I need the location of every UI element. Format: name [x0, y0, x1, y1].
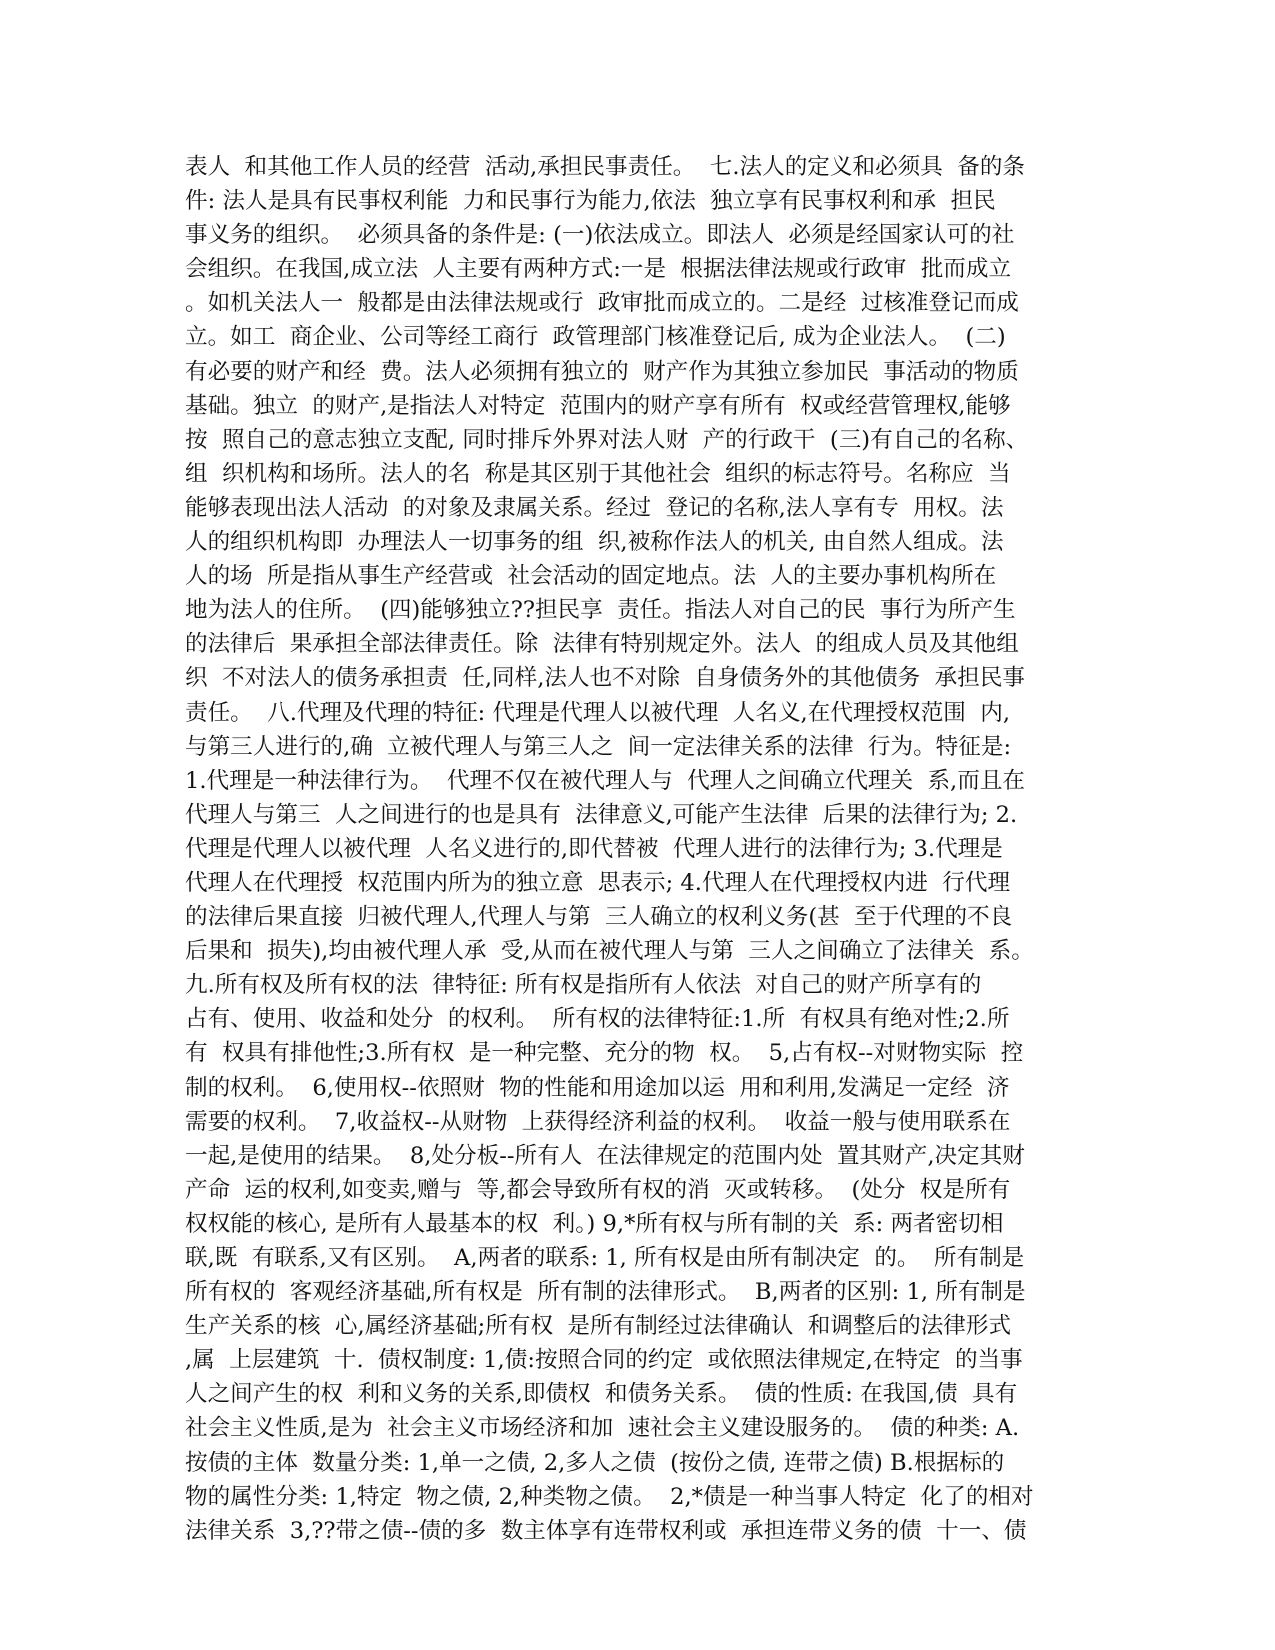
text-line: 表人 和其他工作人员的经营 活动,承担民事责任。 七.法人的定义和必须具 备的条 — [185, 154, 1026, 180]
text-line: ,属 上层建筑 十. 债权制度: 1,债:按照合同的约定 或依照法律规定,在特定 的当事 — [185, 1347, 1023, 1374]
text-line: 有 权具有排他性;3.所有权 是一种完整、充分的物 权。 5,占有权--对财物实际 控 — [185, 1040, 1024, 1067]
text-line: 物的属性分类: 1,特定 物之债, 2,种类物之债。 2,*债是一种当事人特定 化了的相对 — [185, 1483, 1034, 1510]
text-line: 产命 运的权利,如变卖,赠与 等,都会导致所有权的消 灭或转移。 (处分 权是所有 — [185, 1176, 1011, 1203]
text-line: 1.代理是一种法律行为。 代理不仅在被代理人与 代理人之间确立代理关 系,而且在 — [185, 767, 1026, 794]
text-line: 与第三人进行的,确 立被代理人与第三人之 间一定法律关系的法律 行为。特征是: — [185, 733, 1012, 760]
text-line: 人的场 所是指从事生产经营或 社会活动的固定地点。法 人的主要办事机构所在 — [185, 563, 997, 590]
text-line: 按 照自己的意志独立支配, 同时排斥外界对法人财 产的行政干 (三)有自己的名称、 — [185, 426, 1029, 453]
text-line: 基础。独立 的财产,是指法人对特定 范围内的财产享有所有 权或经营管理权,能够 — [185, 392, 1011, 419]
text-line: 所有权的 客观经济基础,所有权是 所有制的法律形式。 B,两者的区别: 1, 所有制是 — [185, 1279, 1026, 1306]
text-line: 代理人在代理授 权范围内所为的独立意 思表示; 4.代理人在代理授权内进 行代理 — [185, 869, 1011, 896]
text-line: 人的组织机构即 办理法人一切事务的组 织,被称作法人的机关, 由自然人组成。法 — [185, 529, 1004, 556]
text-line: 代理是代理人以被代理 人名义进行的,即代替被 代理人进行的法律行为; 3.代理是 — [185, 835, 1003, 862]
text-line: 能够表现出法人活动 的对象及隶属关系。经过 登记的名称,法人享有专 用权。法 — [185, 494, 1004, 521]
text-line: 占有、使用、收益和处分 的权利。 所有权的法律特征:1.所 有权具有绝对性;2.所 — [185, 1006, 1010, 1033]
text-line: 地为法人的住所。 (四)能够独立??担民享 责任。指法人对自己的民 事行为所产生 — [185, 597, 1016, 624]
text-line: 的法律后 果承担全部法律责任。除 法律有特别规定外。法人 的组成人员及其他组 — [185, 631, 1019, 658]
text-line: 代理人与第三 人之间进行的也是具有 法律意义,可能产生法律 后果的法律行为; 2. — [185, 801, 1018, 828]
text-line: 权权能的核心, 是所有人最基本的权 利。) 9,*所有权与所有制的关 系: 两者密切相 — [185, 1210, 1004, 1237]
body-text — [185, 150, 1090, 1548]
text-line: 法律关系 3,??带之债--债的多 数主体享有连带权利或 承担连带义务的债 十一、债 — [185, 1517, 1027, 1544]
text-line: 联,既 有联系,又有区别。 A,两者的联系: 1, 所有权是由所有制决定 的。 所有制是 — [185, 1245, 1025, 1271]
text-line: 的法律后果直接 归被代理人,代理人与第 三人确立的权利义务(甚 至于代理的不良 — [185, 904, 1013, 931]
text-line: 有必要的财产和经 费。法人必须拥有独立的 财产作为其独立参加民 事活动的物质 — [185, 358, 1019, 385]
text-line: 人之间产生的权 利和义务的关系,即债权 和债务关系。 债的性质: 在我国,债 具有 — [185, 1381, 1018, 1408]
text-line: 责任。 八.代理及代理的特征: 代理是代理人以被代理 人名义,在代理授权范围 内, — [185, 699, 1011, 726]
text-line: 九.所有权及所有权的法 律特征: 所有权是指所有人依法 对自己的财产所享有的 — [185, 972, 982, 999]
text-line: 。如机关法人一 般都是由法律法规或行 政审批而成立的。二是经 过核准登记而成 — [185, 290, 1019, 317]
text-line: 一起,是使用的结果。 8,处分板--所有人 在法律规定的范围内处 置其财产,决定其财 — [185, 1142, 1025, 1169]
text-line: 社会主义性质,是为 社会主义市场经济和加 速社会主义建设服务的。 债的种类: A. — [185, 1415, 1020, 1442]
text-line: 按债的主体 数量分类: 1,单一之债, 2,多人之债 (按份之债, 连带之债) B.根据标的 — [185, 1449, 1005, 1476]
text-line: 需要的权利。 7,收益权--从财物 上获得经济利益的权利。 收益一般与使用联系在 — [185, 1108, 1011, 1135]
text-line: 制的权利。 6,使用权--依照财 物的性能和用途加以运 用和利用,发满足一定经 济 — [185, 1074, 1010, 1101]
text-line: 事义务的组织。 必须具备的条件是: (一)依法成立。即法人 必须是经国家认可的社 — [185, 222, 1015, 249]
text-line: 件: 法人是具有民事权利能 力和民事行为能力,依法 独立享有民事权利和承 担民 — [185, 188, 996, 215]
text-line: 组 织机构和场所。法人的名 称是其区别于其他社会 组织的标志符号。名称应 当 — [185, 460, 1011, 487]
text-line: 立。如工 商企业、公司等经工商行 政管理部门核准登记后, 成为企业法人。 (二) — [185, 324, 1006, 351]
text-line: 会组织。在我国,成立法 人主要有两种方式:一是 根据法律法规或行政审 批而成立 — [185, 256, 1012, 283]
text-line: 生产关系的核 心,属经济基础;所有权 是所有制经过法律确认 和调整后的法律形式 — [185, 1313, 1012, 1340]
text-line: 后果和 损失),均由被代理人承 受,从而在被代理人与第 三人之间确立了法律关 系。 — [185, 938, 1034, 965]
text-line: 织 不对法人的债务承担责 任,同样,法人也不对除 自身债务外的其他债务 承担民事 — [185, 665, 1026, 692]
